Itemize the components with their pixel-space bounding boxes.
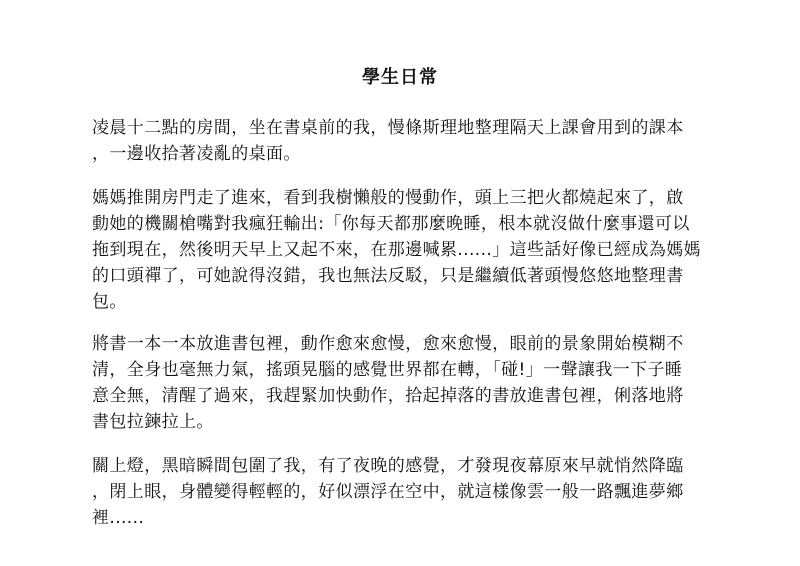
paragraph-line: 清，全身也毫無力氣，搖頭晃腦的感覺世界都在轉，「碰!」一聲讓我一下子睡 xyxy=(92,360,683,380)
paragraph-line: 包。 xyxy=(92,292,127,312)
paragraph-line: 裡...... xyxy=(92,508,145,528)
document-title: 學生日常 xyxy=(362,67,438,88)
paragraph-line: 意全無，清醒了過來，我趕緊加快動作，拾起掉落的書放進書包裡，俐落地將 xyxy=(92,386,684,406)
paragraph-line: 關上燈，黑暗瞬間包圍了我，有了夜晚的感覺，才發現夜幕原來早就悄然降臨 xyxy=(92,456,684,476)
paragraph-line: 動她的機關槍嘴對我瘋狂輸出:「你每天都那麼晚睡，根本就沒做什麼事還可以 xyxy=(92,214,690,234)
paragraph-1 xyxy=(92,115,684,167)
paragraph-3 xyxy=(92,331,684,435)
paragraph-line: ，閉上眼，身體變得輕輕的，好似漂浮在空中，就這樣像雲一般一路飄進夢鄉 xyxy=(92,482,684,502)
paragraph-line: 拖到現在，然後明天早上又起不來，在那邊喊累......」這些話好像已經成為媽媽 xyxy=(92,240,702,260)
paragraph-line: 凌晨十二點的房間，坐在書桌前的我，慢條斯理地整理隔天上課會用到的課本 xyxy=(92,118,684,138)
paragraph-line: ，一邊收拾著凌亂的桌面。 xyxy=(92,144,301,164)
paragraph-2 xyxy=(92,185,701,315)
paragraph-line: 書包拉鍊拉上。 xyxy=(92,412,214,432)
paragraph-line: 將書一本一本放進書包裡，動作愈來愈慢，愈來愈慢，眼前的景象開始模糊不 xyxy=(92,334,684,354)
paragraph-4 xyxy=(92,453,684,531)
paragraph-line: 的口頭禪了，可她說得沒錯，我也無法反駁，只是繼續低著頭慢悠悠地整理書 xyxy=(92,266,684,286)
paragraph-line: 媽媽推開房門走了進來，看到我樹懶般的慢動作，頭上三把火都燒起來了，啟 xyxy=(92,188,684,208)
